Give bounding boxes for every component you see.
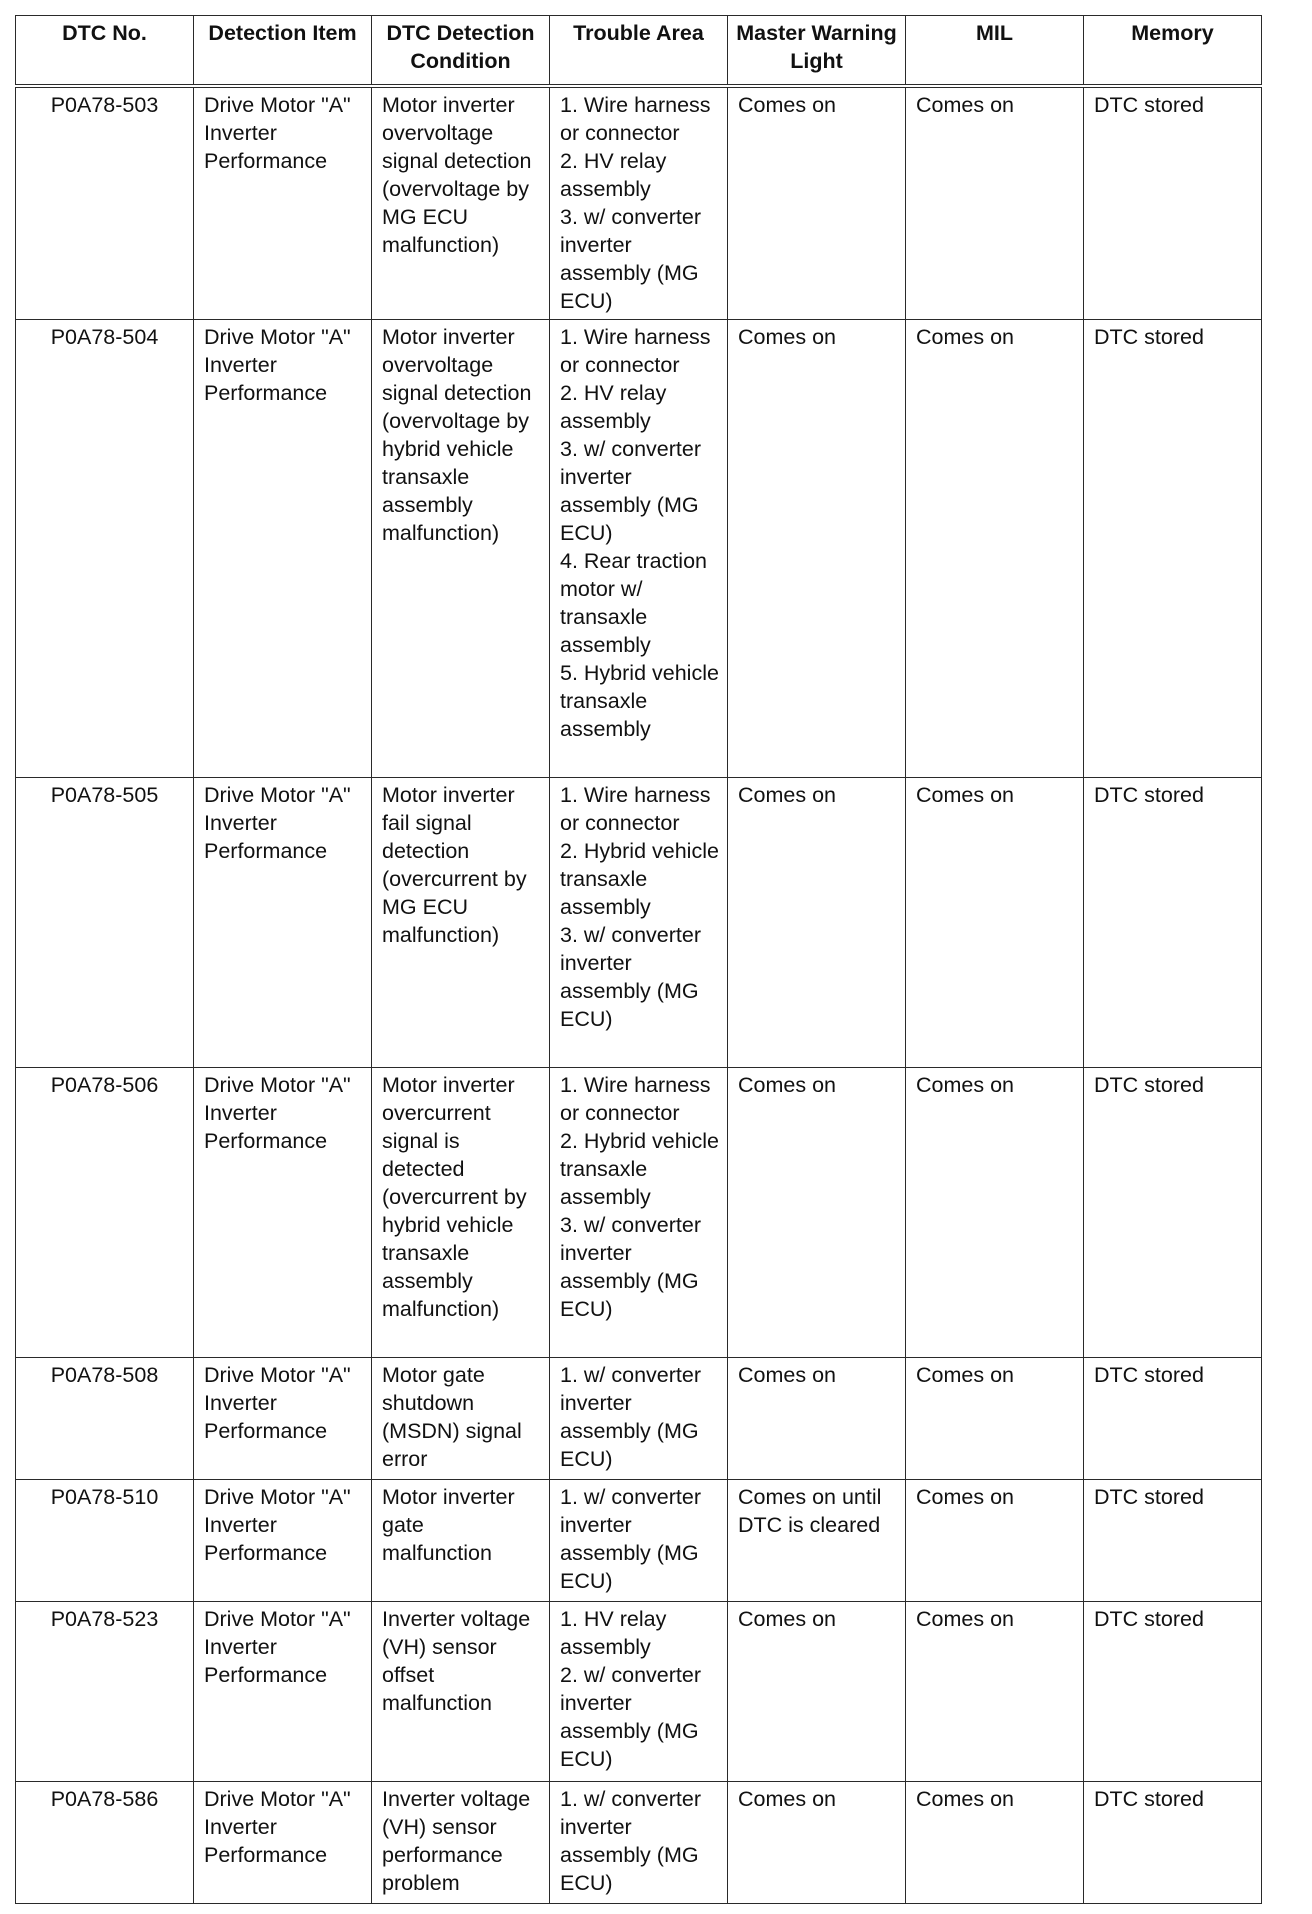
master-warning-light-cell: Comes on xyxy=(728,1357,906,1479)
table-body xyxy=(16,86,1262,1903)
table-row xyxy=(16,1781,1262,1903)
master-warning-light-cell: Comes on xyxy=(728,1781,906,1903)
table-row xyxy=(16,1067,1262,1357)
trouble-area-item: 3. w/ converter inverter assembly (MG ECU) xyxy=(560,205,701,313)
memory-cell: DTC stored xyxy=(1084,1067,1262,1357)
dtc-code-cell: P0A78-508 xyxy=(16,1357,194,1479)
trouble-area-cell xyxy=(550,1601,728,1781)
trouble-area-item: 1. Wire harness or connector xyxy=(560,1072,711,1125)
detection-item-cell: Drive Motor "A" Inverter Performance xyxy=(194,1781,372,1903)
dtc-code-cell: P0A78-523 xyxy=(16,1601,194,1781)
detection-item-cell: Drive Motor "A" Inverter Performance xyxy=(194,319,372,777)
detection-condition-cell: Motor inverter fail signal detection (overcurrent by MG ECU malfunction) xyxy=(372,777,550,1067)
trouble-area-item: 3. w/ converter inverter assembly (MG ECU) xyxy=(560,922,701,1031)
trouble-area-item: 1. w/ converter inverter assembly (MG ECU) xyxy=(560,1362,701,1471)
trouble-area-cell xyxy=(550,86,728,319)
header-trouble-area: Trouble Area xyxy=(550,16,728,87)
detection-condition-cell: Inverter voltage (VH) sensor performance problem xyxy=(372,1781,550,1903)
memory-cell: DTC stored xyxy=(1084,86,1262,319)
detection-item-cell: Drive Motor "A" Inverter Performance xyxy=(194,1601,372,1781)
trouble-area-item: 3. w/ converter inverter assembly (MG ECU) xyxy=(560,1212,701,1321)
trouble-area-item: 2. Hybrid vehicle transaxle assembly xyxy=(560,838,719,919)
detection-item-cell: Drive Motor "A" Inverter Performance xyxy=(194,777,372,1067)
mil-cell: Comes on xyxy=(906,319,1084,777)
header-mil: MIL xyxy=(906,16,1084,87)
detection-item-cell: Drive Motor "A" Inverter Performance xyxy=(194,86,372,319)
mil-cell: Comes on xyxy=(906,86,1084,319)
trouble-area-item: 1. w/ converter inverter assembly (MG ECU) xyxy=(560,1786,701,1895)
table-row xyxy=(16,1357,1262,1479)
detection-condition-cell: Motor inverter gate malfunction xyxy=(372,1479,550,1601)
trouble-area-item: 1. HV relay assembly xyxy=(560,1606,667,1659)
memory-cell: DTC stored xyxy=(1084,1357,1262,1479)
trouble-area-cell xyxy=(550,1781,728,1903)
master-warning-light-cell: Comes on until DTC is cleared xyxy=(728,1479,906,1601)
table-row xyxy=(16,1479,1262,1601)
detection-condition-cell: Inverter voltage (VH) sensor offset malfunction xyxy=(372,1601,550,1781)
table-row xyxy=(16,777,1262,1067)
mil-cell: Comes on xyxy=(906,1601,1084,1781)
dtc-code-cell: P0A78-510 xyxy=(16,1479,194,1601)
dtc-code-cell: P0A78-504 xyxy=(16,319,194,777)
master-warning-light-cell: Comes on xyxy=(728,1067,906,1357)
memory-cell: DTC stored xyxy=(1084,319,1262,777)
header-memory: Memory xyxy=(1084,16,1262,87)
mil-cell: Comes on xyxy=(906,1479,1084,1601)
master-warning-light-cell: Comes on xyxy=(728,777,906,1067)
memory-cell: DTC stored xyxy=(1084,1601,1262,1781)
detection-item-cell: Drive Motor "A" Inverter Performance xyxy=(194,1357,372,1479)
trouble-area-item: 2. w/ converter inverter assembly (MG ECU) xyxy=(560,1662,701,1771)
master-warning-light-cell: Comes on xyxy=(728,319,906,777)
trouble-area-item: 2. HV relay assembly xyxy=(560,149,667,201)
dtc-code-cell: P0A78-503 xyxy=(16,86,194,319)
trouble-area-cell xyxy=(550,1357,728,1479)
detection-condition-cell: Motor inverter overcurrent signal is detected (overcurrent by hybrid vehicle transaxle assembly malfunction) xyxy=(372,1067,550,1357)
memory-cell: DTC stored xyxy=(1084,1479,1262,1601)
trouble-area-item: 2. HV relay assembly xyxy=(560,380,667,433)
detection-condition-cell: Motor gate shutdown (MSDN) signal error xyxy=(372,1357,550,1479)
trouble-area-item: 4. Rear traction motor w/ transaxle assembly xyxy=(560,548,707,657)
memory-cell: DTC stored xyxy=(1084,777,1262,1067)
trouble-area-cell xyxy=(550,319,728,777)
trouble-area-cell xyxy=(550,1067,728,1357)
header-detection-condition: DTC Detection Condition xyxy=(372,16,550,87)
trouble-area-item: 3. w/ converter inverter assembly (MG ECU) xyxy=(560,436,701,545)
table-header-row xyxy=(16,16,1262,87)
master-warning-light-cell: Comes on xyxy=(728,86,906,319)
trouble-area-item: 1. Wire harness or connector xyxy=(560,324,711,377)
trouble-area-cell xyxy=(550,1479,728,1601)
master-warning-light-cell: Comes on xyxy=(728,1601,906,1781)
trouble-area-cell xyxy=(550,777,728,1067)
header-detection-item: Detection Item xyxy=(194,16,372,87)
dtc-code-cell: P0A78-506 xyxy=(16,1067,194,1357)
memory-cell: DTC stored xyxy=(1084,1781,1262,1903)
table-row xyxy=(16,86,1262,319)
mil-cell: Comes on xyxy=(906,1781,1084,1903)
trouble-area-item: 1. w/ converter inverter assembly (MG ECU) xyxy=(560,1484,701,1593)
mil-cell: Comes on xyxy=(906,1357,1084,1479)
detection-item-cell: Drive Motor "A" Inverter Performance xyxy=(194,1067,372,1357)
header-dtc-no: DTC No. xyxy=(16,16,194,87)
mil-cell: Comes on xyxy=(906,777,1084,1067)
detection-condition-cell: Motor inverter overvoltage signal detection (overvoltage by hybrid vehicle transaxle assembly malfunction) xyxy=(372,319,550,777)
detection-item-cell: Drive Motor "A" Inverter Performance xyxy=(194,1479,372,1601)
detection-condition-cell: Motor inverter overvoltage signal detection (overvoltage by MG ECU malfunction) xyxy=(372,86,550,319)
trouble-area-item: 1. Wire harness or connector xyxy=(560,782,711,835)
trouble-area-item: 1. Wire harness or connector xyxy=(560,93,711,145)
trouble-area-item: 5. Hybrid vehicle transaxle assembly xyxy=(560,660,719,741)
dtc-table xyxy=(15,15,1262,1904)
table-row xyxy=(16,319,1262,777)
dtc-code-cell: P0A78-505 xyxy=(16,777,194,1067)
header-master-warning-light: Master Warning Light xyxy=(728,16,906,87)
mil-cell: Comes on xyxy=(906,1067,1084,1357)
table-row xyxy=(16,1601,1262,1781)
dtc-code-cell: P0A78-586 xyxy=(16,1781,194,1903)
trouble-area-item: 2. Hybrid vehicle transaxle assembly xyxy=(560,1128,719,1209)
